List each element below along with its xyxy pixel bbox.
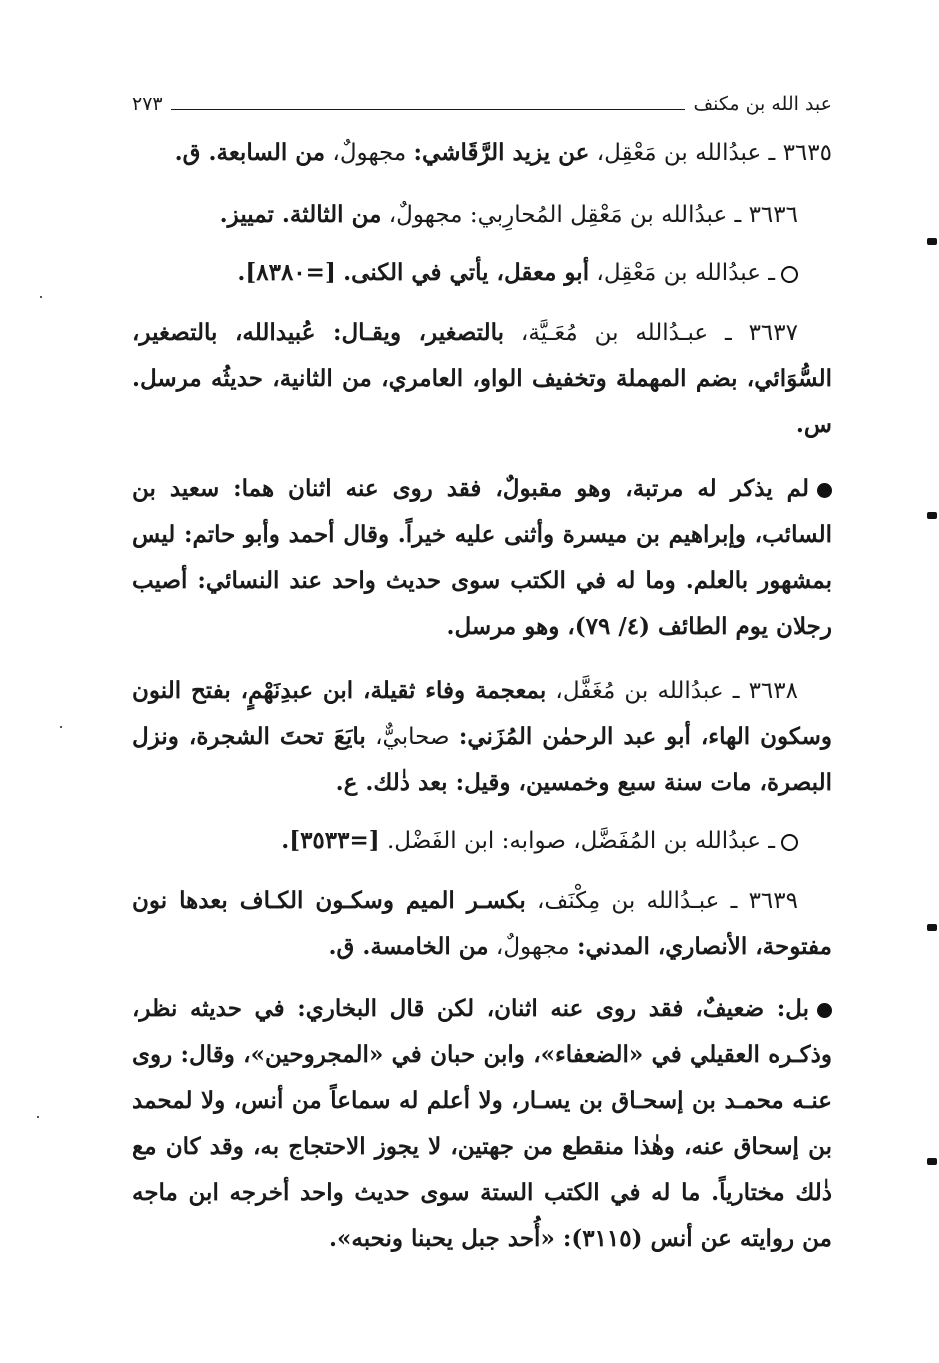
entry-tail: من الخامسة. ق.: [328, 933, 489, 960]
entry-tail: من الثالثة. تمييز.: [219, 201, 382, 228]
entry-3637: [132, 310, 832, 448]
entry-name: عبـدُالله بن مُعَـيَّة،: [520, 320, 709, 346]
scan-edge-mark: [927, 238, 937, 245]
entry-tail: من السابعة. ق.: [174, 139, 326, 166]
entry-text: بالتصغير، ويقـال: عُبيدالله، بالتصغير، السُّوَائي، بضم المهملة وتخفيف الواو، العامري، من الثانية، حديثُه مرسل. س.: [132, 319, 832, 438]
entry-number: ٣٦٣٨ ـ: [732, 678, 798, 704]
entry-number: ٣٦٣٧ ـ: [725, 320, 798, 346]
entry-text: بكسـر الميم وسكـون الكـاف بعدها نون مفتوحة، الأنصاري، المدني:: [132, 887, 832, 960]
scan-speck: [40, 296, 42, 298]
entry-status: مجهولٌ،: [388, 202, 463, 228]
entry-text: عن يزيد الرَّقَاشي:: [413, 139, 590, 166]
entry-name: عبـدُالله بن مِكْنَف،: [537, 888, 720, 914]
entry-name: عبدُالله بن المُفَضَّل،: [573, 828, 761, 854]
page-number: ٢٧٣: [132, 93, 163, 115]
commentary-note: [132, 466, 832, 650]
entry-name: عبدُالله بن مَعْقِل المُحارِبي:: [469, 202, 728, 228]
bullet-icon: [817, 1003, 832, 1018]
circle-icon: [781, 834, 798, 851]
scan-edge-mark: [927, 512, 937, 519]
circle-icon: [781, 266, 798, 283]
entry-name: عبدُالله بن مُغَفَّل،: [555, 678, 724, 704]
entry-3638: [132, 668, 832, 806]
running-title: عبد الله بن مكنف: [693, 93, 832, 115]
note-lead: بل: ضعيفٌ،: [695, 995, 809, 1022]
scan-speck: [37, 1116, 39, 1118]
entry-name: عبدُالله بن مَعْقِل،: [596, 260, 761, 286]
cross-reference-entry: [132, 250, 832, 296]
commentary-note: [132, 986, 832, 1262]
scan-speck: [60, 726, 62, 728]
entry-text: أبو معقل، يأتي في الكنى.: [343, 259, 590, 286]
note-text: فقد روى عنه اثنان، لكن قال البخاري: في حديثه نظر، وذكـره العقيلي في «الضعفاء»، وابن حبان في «المجروحين»، وقال: روى عنـه محمـد بن إسحـاق بن يسـار، ولا أعلم له سماعاً من أنس، ولا لمحمد بن إسحاق عنه، وهٰذا منقطع من جهتين، لا يجوز الاحتجاج به، وقد كان مع ذٰلك مختارياً. ما له في الكتب الستة سوى حديث واحد أخرجه ابن ماجه من روايته عن أنس (٣١١٥): «أُحد جبل يحبنا ونحبه».: [132, 995, 833, 1252]
note-text: لم يذكر له مرتبة، وهو مقبولٌ، فقد روى عنه اثنان هما: سعيد بن السائب، وإبراهيم بن ميسرة وأثنى عليه خيراً. وقال أحمد وأبو حاتم: ليس بمشهور بالعلم. وما له في الكتب سوى حديث واحد عند النسائي: أصيب رجلان يوم الطائف (٤/ ٧٩)، وهو مرسل.: [132, 475, 832, 640]
entry-number: ٣٦٣٦ ـ: [734, 202, 798, 228]
entry-3636: [132, 192, 832, 238]
entry-reference: [=٨٣٨٠].: [237, 259, 336, 286]
entry-3635: [132, 130, 832, 176]
scan-edge-mark: [927, 924, 937, 931]
entry-correction: صوابه: ابن الفَضْل.: [386, 828, 566, 854]
entry-status: مجهولٌ،: [495, 934, 570, 960]
entry-text: بمعجمة وفاء ثقيلة، ابن عبدِنَهْمٍ، بفتح النون وسكون الهاء، أبو عبد الرحمٰن المُزَني:: [132, 677, 832, 750]
entry-name: عبدُالله بن مَعْقِل،: [596, 140, 762, 166]
scan-edge-mark: [927, 1158, 937, 1165]
cross-reference-entry: [132, 818, 832, 864]
entry-3639: [132, 878, 832, 970]
entry-number: ٣٦٣٥ ـ: [768, 140, 832, 166]
header-rule: [171, 109, 686, 110]
entry-status: مجهولٌ،: [332, 140, 407, 166]
entry-reference: [=٣٥٣٣].: [281, 827, 380, 854]
entry-prefix: ـ: [768, 828, 775, 854]
book-page: [132, 84, 832, 1262]
entry-tail: بايَعَ تحتَ الشجرة، ونزل البصرة، مات سنة سبع وخمسين، وقيل: بعد ذٰلك. ع.: [132, 723, 832, 796]
running-header: [132, 84, 832, 114]
entry-prefix: ـ: [768, 260, 775, 286]
entry-number: ٣٦٣٩ ـ: [730, 888, 798, 914]
entry-status: صحابيٌّ،: [375, 724, 450, 750]
bullet-icon: [817, 483, 832, 498]
